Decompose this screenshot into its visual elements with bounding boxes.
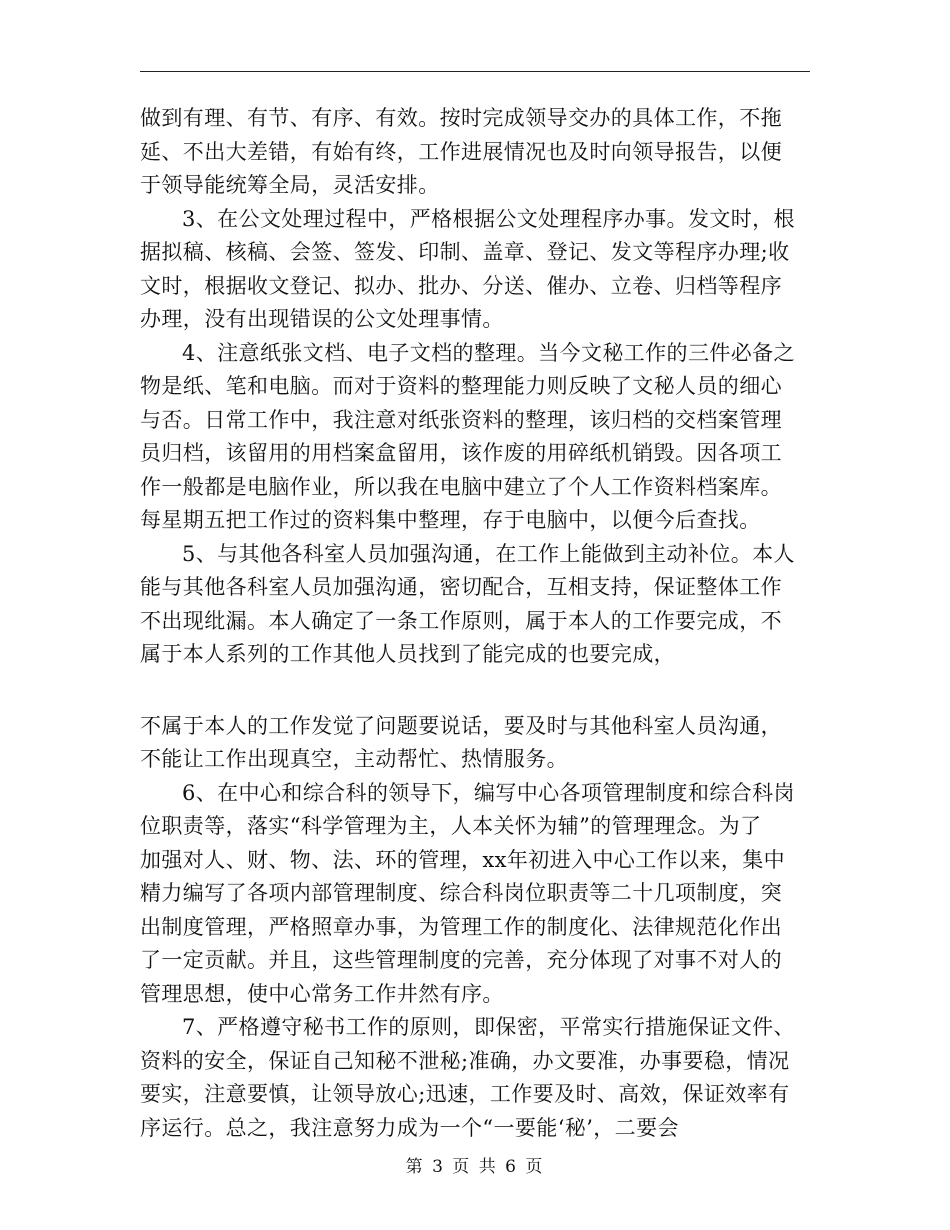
- page-number-footer: 第 3 页 共 6 页: [405, 1157, 545, 1177]
- document-body: [140, 102, 815, 1145]
- paragraph-gap: [140, 672, 815, 710]
- paragraph-6: [140, 777, 815, 1012]
- text-line: 每星期五把工作过的资料集中整理，存于电脑中，以便今后查找。: [140, 508, 761, 532]
- paragraph-4: [140, 337, 815, 538]
- text-line: 作一般都是电脑作业，所以我在电脑中建立了个人工作资料档案库。: [140, 474, 782, 499]
- text-line: 4、注意纸张文档、电子文档的整理。当今文秘工作的三件必备之: [182, 340, 795, 365]
- text-line: 文时，根据收文登记、拟办、批办、分送、催办、立卷、归档等程序: [140, 273, 782, 298]
- text-line: 精力编写了各项内部管理制度、综合科岗位职责等二十几项制度，突: [140, 881, 782, 905]
- text-line: 6、在中心和综合科的领导下，编写中心各项管理制度和综合科岗: [182, 780, 795, 805]
- text-line: 要实，注意要慎，让领导放心;迅速，工作要及时、高效，保证效率有: [140, 1082, 790, 1106]
- text-line: 不能让工作出现真空，主动帮忙、热情服务。: [140, 747, 568, 771]
- text-line: 物是纸、笔和电脑。而对于资料的整理能力则反映了文秘人员的细心: [140, 374, 782, 398]
- text-line: 序运行。总之，我注意努力成为一个“一要能‘秘’，二要会: [140, 1115, 679, 1140]
- text-line: 资料的安全，保证自己知秘不泄秘;准确，办文要准，办事要稳，情况: [140, 1048, 790, 1073]
- text-line: 管理思想，使中心常务工作井然有序。: [140, 981, 504, 1006]
- text-line: 5、与其他各科室人员加强沟通，在工作上能做到主动补位。本人: [182, 541, 795, 566]
- text-line: 属于本人系列的工作其他人员找到了能完成的也要完成，: [140, 642, 675, 666]
- text-line: 位职责等，落实“科学管理为主，人本关怀为辅”的管理理念。为了: [140, 814, 762, 838]
- text-line: 7、严格遵守秘书工作的原则，即保密，平常实行措施保证文件、: [182, 1015, 795, 1039]
- text-line: 了一定贡献。并且，这些管理制度的完善，充分体现了对事不对人的: [140, 948, 782, 972]
- text-line: 加强对人、财、物、法、环的管理，xx年初进入中心工作以来，集中: [140, 847, 786, 872]
- text-line: 不属于本人的工作发觉了问题要说话，要及时与其他科室人员沟通，: [140, 713, 782, 738]
- text-line: 延、不出大差错，有始有终，工作进展情况也及时向领导报告，以便: [140, 139, 782, 164]
- paragraph-continuation-1: [140, 102, 815, 203]
- text-line: 出制度管理，严格照章办事，为管理工作的制度化、法律规范化作出: [140, 914, 782, 939]
- text-line: 3、在公文处理过程中，严格根据公文处理程序办事。发文时，根: [182, 206, 795, 231]
- paragraph-7: [140, 1011, 815, 1145]
- text-line: 据拟稿、核稿、会签、签发、印制、盖章、登记、发文等程序办理;收: [140, 240, 790, 264]
- text-line: 于领导能统筹全局，灵活安排。: [140, 173, 440, 197]
- header-rule: [140, 71, 810, 72]
- text-line: 办理，没有出现错误的公文处理事情。: [140, 307, 504, 331]
- paragraph-3: [140, 203, 815, 337]
- text-line: 能与其他各科室人员加强沟通，密切配合，互相支持，保证整体工作: [140, 575, 782, 599]
- text-line: 员归档，该留用的用档案盒留用，该作废的用碎纸机销毁。因各项工: [140, 441, 782, 465]
- text-line: 与否。日常工作中，我注意对纸张资料的整理，该归档的交档案管理: [140, 407, 782, 432]
- paragraph-5: [140, 538, 815, 672]
- paragraph-continuation-2: [140, 710, 815, 777]
- text-line: 不出现纰漏。本人确定了一条工作原则，属于本人的工作要完成，不: [140, 608, 782, 633]
- text-line: 做到有理、有节、有序、有效。按时完成领导交办的具体工作，不拖: [140, 106, 782, 130]
